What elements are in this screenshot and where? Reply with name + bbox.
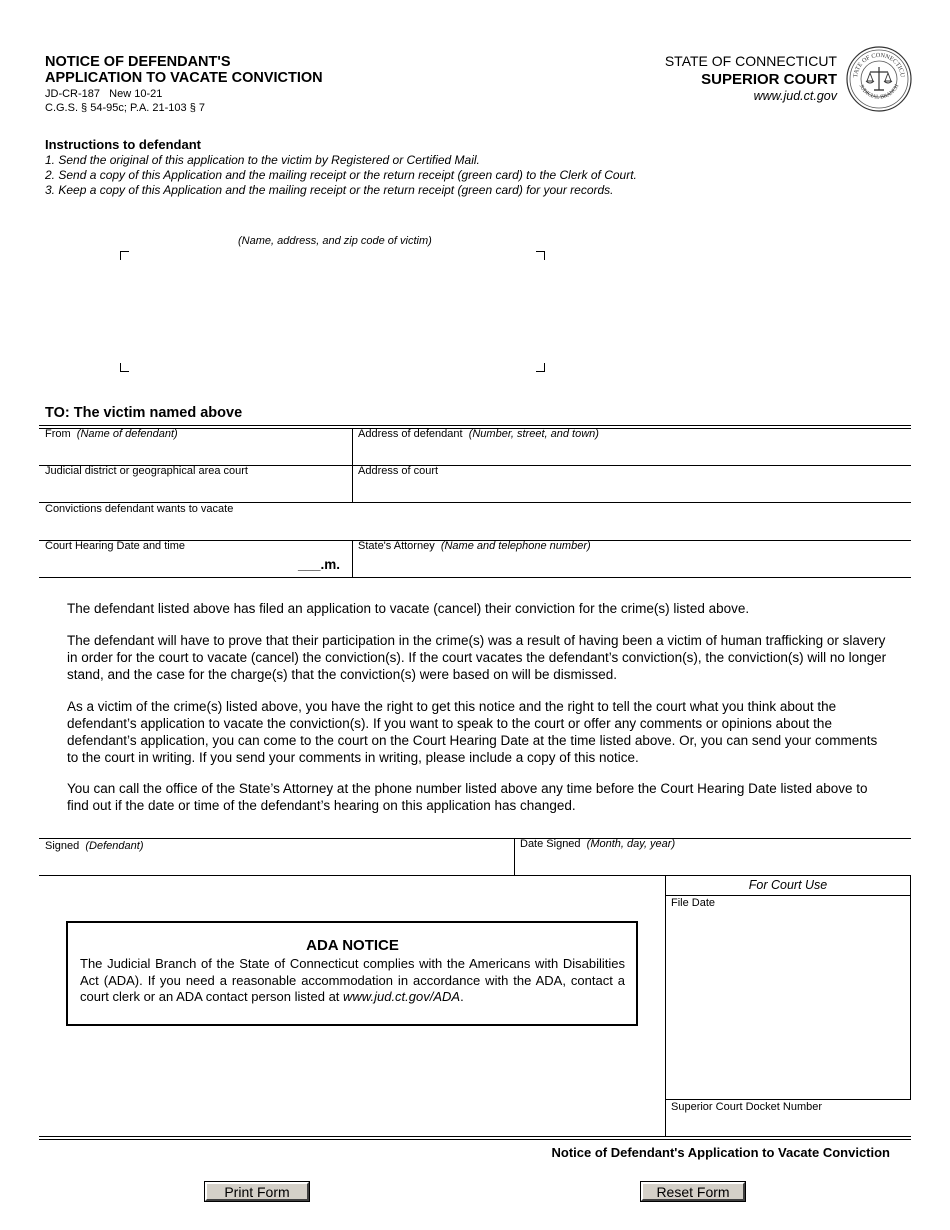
notice-paragraph: You can call the office of the State’s Attorney at the phone number listed above any time before the Court Hearing Date listed above to find out if the date or time of the defendant’s hearing on this application has changed. xyxy=(67,781,868,813)
ada-notice xyxy=(66,921,638,1026)
notice-paragraph: The defendant listed above has filed an application to vacate (cancel) their conviction for the crime(s) listed above. xyxy=(67,601,750,616)
double-rule xyxy=(39,1139,911,1140)
divider xyxy=(39,838,911,839)
file-date-field[interactable]: File Date xyxy=(671,897,716,909)
divider xyxy=(39,875,666,876)
reset-form-button[interactable]: Reset Form xyxy=(641,1182,745,1201)
address-corner-mark xyxy=(536,251,545,260)
from-field[interactable]: From (Name of defendant) xyxy=(45,428,178,440)
hearing-date-field[interactable]: Court Hearing Date and time xyxy=(45,540,186,552)
column-divider xyxy=(352,428,353,502)
column-divider xyxy=(665,1100,666,1136)
state-name: STATE OF CONNECTICUT xyxy=(664,53,837,69)
double-rule xyxy=(39,425,911,426)
footer-title: Notice of Defendant's Application to Vacate Conviction xyxy=(551,1145,890,1160)
address-corner-mark xyxy=(120,363,129,372)
ada-heading: ADA NOTICE xyxy=(306,937,399,954)
court-use-heading: For Court Use xyxy=(666,876,910,896)
form-title: NOTICE OF DEFENDANT'S APPLICATION TO VACATE CONVICTION xyxy=(45,54,323,86)
defendant-address-field[interactable]: Address of defendant (Number, street, and town) xyxy=(358,428,599,440)
judicial-district-field[interactable]: Judicial district or geographical area court xyxy=(45,465,248,477)
states-attorney-field[interactable]: State's Attorney (Name and telephone number) xyxy=(358,540,591,552)
victim-address-caption: (Name, address, and zip code of victim) xyxy=(238,235,432,247)
signed-field[interactable]: Signed (Defendant) xyxy=(45,840,144,852)
instructions-heading: Instructions to defendant xyxy=(45,137,201,152)
notice-paragraph: The defendant will have to prove that their participation in the crime(s) was a result of having been a victim of human trafficking or slavery in order for the court to vacate (cancel) the conviction(s). If the court vacates the defendant’s conviction(s), the conviction(s) will no longer stand, and the case for the charge(s) that the conviction(s) were based on will be dismissed. xyxy=(67,633,887,682)
instruction-item: 2. Send a copy of this Application and the mailing receipt or the return receipt (green card) to the Clerk of Court. xyxy=(45,168,637,182)
address-corner-mark xyxy=(120,251,129,260)
column-divider xyxy=(352,540,353,577)
hearing-am-pm[interactable]: ___.m. xyxy=(298,557,341,572)
victim-address-field[interactable] xyxy=(128,262,528,362)
website: www.jud.ct.gov xyxy=(753,89,837,103)
date-signed-field[interactable]: Date Signed (Month, day, year) xyxy=(520,838,676,850)
double-rule xyxy=(39,1136,911,1137)
instruction-item: 3. Keep a copy of this Application and the mailing receipt or the return receipt (green card) for your records. xyxy=(45,183,614,197)
notice-paragraph: As a victim of the crime(s) listed above, you have the right to get this notice and the right to tell the court what you think about the defendant’s application to vacate the conviction(s). If you want to speak to the court or offer any comments or opinions about the defendant’s application, you can come to the court on the Court Hearing Date at the time listed above. Or, you can send your comments to the court in writing. If you send your comments in writing, please include a copy of this notice. xyxy=(67,699,878,765)
judicial-seal-icon xyxy=(846,46,912,112)
seal-top-text: TATE OF CONNECTICU xyxy=(852,51,906,78)
convictions-field[interactable]: Convictions defendant wants to vacate xyxy=(45,503,234,515)
divider xyxy=(39,577,911,578)
ada-text: The Judicial Branch of the State of Connecticut complies with the Americans with Disabilities Act (ADA). If you need a reasonable accommodation in accordance with the ADA, contact a court clerk or an ADA contact person listed at www.jud.ct.gov/ADA. xyxy=(80,956,625,1004)
address-corner-mark xyxy=(536,363,545,372)
court-use-box xyxy=(665,875,911,1100)
ada-link: www.jud.ct.gov/ADA xyxy=(343,989,461,1004)
to-heading: TO: The victim named above xyxy=(45,405,243,421)
form-number: JD-CR-187 New 10-21 xyxy=(45,88,163,100)
instruction-item: 1. Send the original of this application to the victim by Registered or Certified Mail. xyxy=(45,153,480,167)
column-divider xyxy=(514,838,515,875)
seal-bottom-text: JUDICIAL BRANCH xyxy=(857,83,901,101)
court-name: SUPERIOR COURT xyxy=(701,71,837,88)
statute-reference: C.G.S. § 54-95c; P.A. 21-103 § 7 xyxy=(45,102,206,114)
court-address-field[interactable]: Address of court xyxy=(358,465,439,477)
docket-number-field[interactable]: Superior Court Docket Number xyxy=(671,1101,823,1113)
print-form-button[interactable]: Print Form xyxy=(205,1182,309,1201)
